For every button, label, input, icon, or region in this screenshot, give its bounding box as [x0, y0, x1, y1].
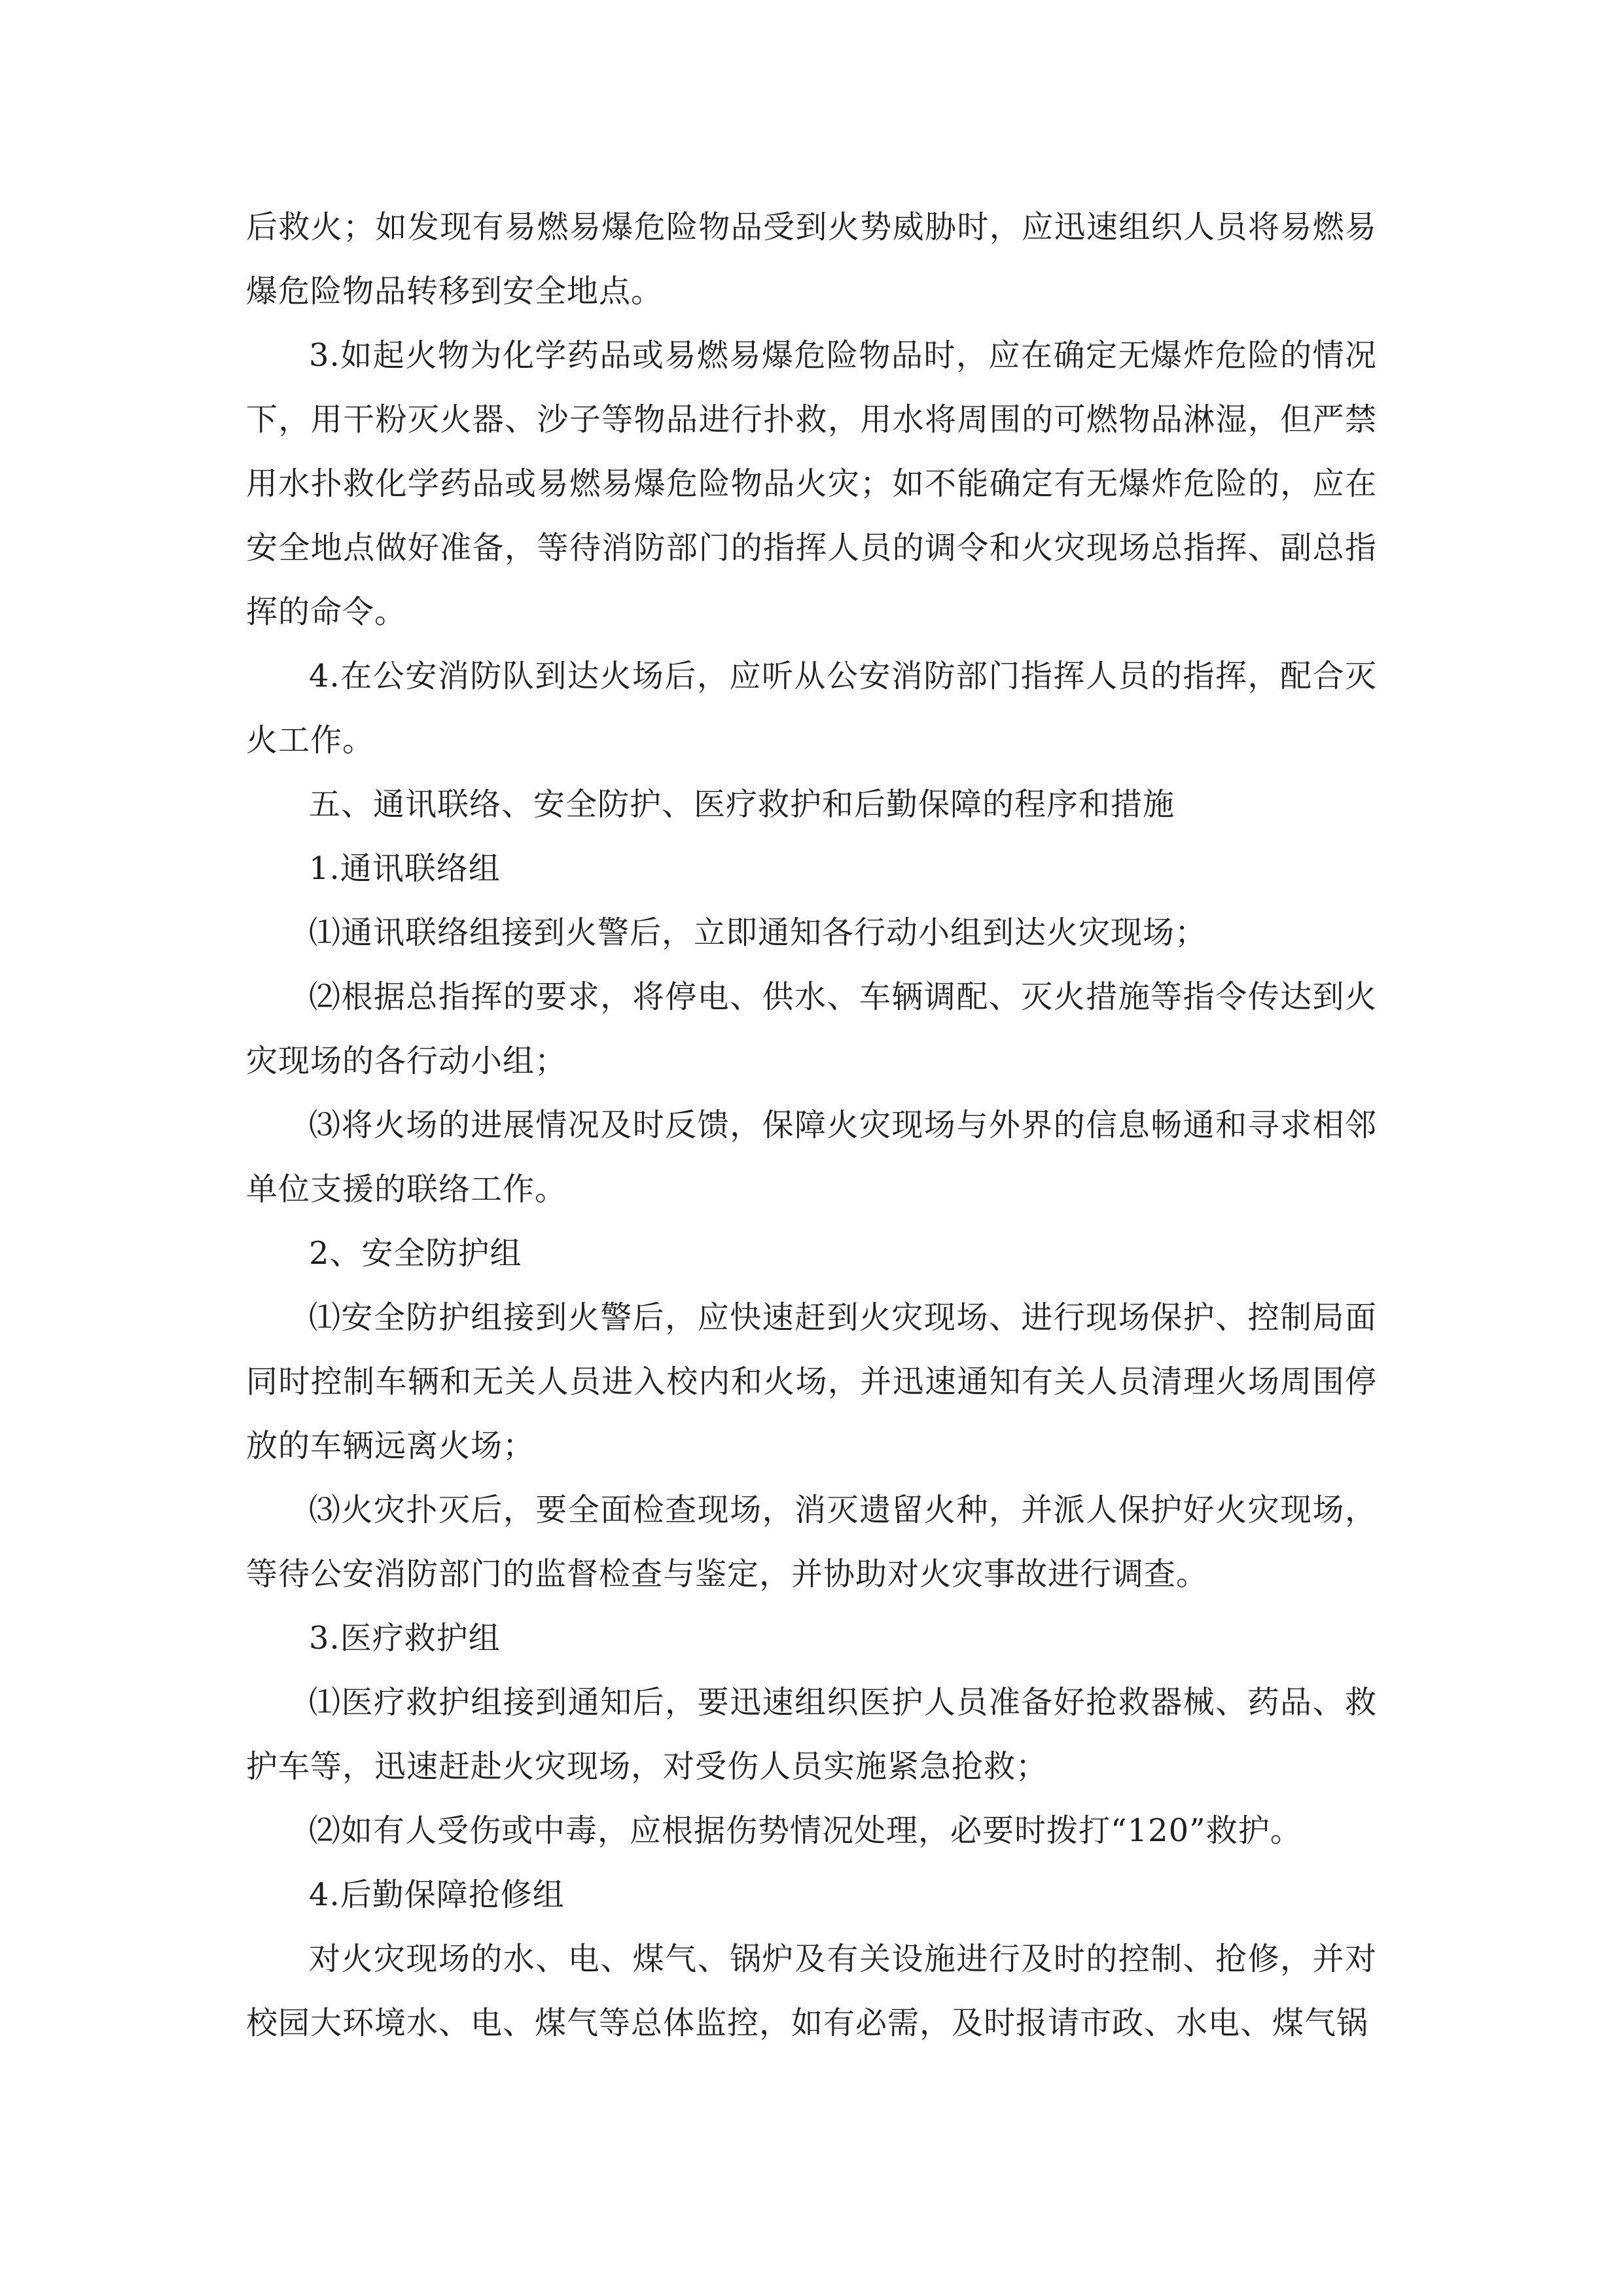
- paragraph-continuation: 后救火；如发现有易燃易爆危险物品受到火势威胁时，应迅速组织人员将易燃易爆危险物品转移到安全地点。: [246, 209, 1377, 310]
- paragraph-medical-2: ⑵如有人受伤或中毒，应根据伤势情况处理，必要时拨打“120”救护。: [309, 1812, 1302, 1849]
- paragraph-safety-1: ⑴安全防护组接到火警后，应快速赶到火灾现场、进行现场保护、控制局面同时控制车辆和无关人员进入校内和火场，并迅速通知有关人员清理火场周围停放的车辆远离火场；: [246, 1299, 1377, 1464]
- paragraph-medical-1: ⑴医疗救护组接到通知后，要迅速组织医护人员准备好抢救器械、药品、救护车等，迅速赶赴火灾现场，对受伤人员实施紧急抢救；: [246, 1684, 1377, 1785]
- subheading-safety-group: 2、安全防护组: [309, 1235, 522, 1272]
- paragraph-communication-3: ⑶将火场的进展情况及时反馈，保障火灾现场与外界的信息畅通和寻求相邻单位支援的联络工作。: [246, 1107, 1377, 1208]
- paragraph-safety-3: ⑶火灾扑灭后，要全面检查现场，消灭遗留火种，并派人保护好火灾现场，等待公安消防部门的监督检查与鉴定，并协助对火灾事故进行调查。: [246, 1492, 1377, 1592]
- subheading-medical-group: 3.医疗救护组: [309, 1620, 501, 1657]
- paragraph-communication-2: ⑵根据总指挥的要求，将停电、供水、车辆调配、灭火措施等指令传达到火灾现场的各行动小组；: [246, 978, 1377, 1079]
- paragraph-item-3-chemical-fire: 3.如起火物为化学药品或易燃易爆危险物品时，应在确定无爆炸危险的情况下，用干粉灭火器、沙子等物品进行扑救，用水将周围的可燃物品淋湿，但严禁用水扑救化学药品或易燃易爆危险物品火灾；如不能确定有无爆炸危险的，应在安全地点做好准备，等待消防部门的指挥人员的调令和火灾现场总指挥、副总指挥的命令。: [246, 337, 1377, 630]
- paragraph-communication-1: ⑴通讯联络组接到火警后，立即通知各行动小组到达火灾现场；: [309, 914, 1207, 951]
- paragraph-item-4-fire-brigade: 4.在公安消防队到达火场后，应听从公安消防部门指挥人员的指挥，配合灭火工作。: [246, 658, 1377, 759]
- paragraph-logistics: 对火灾现场的水、电、煤气、锅炉及有关设施进行及时的控制、抢修，并对校园大环境水、电、煤气等总体监控，如有必需，及时报请市政、水电、煤气锅: [246, 1941, 1377, 2041]
- section-heading-5: 五、通讯联络、安全防护、医疗救护和后勤保障的程序和措施: [309, 786, 1175, 823]
- document-body: [246, 195, 1377, 2055]
- subheading-communication-group: 1.通讯联络组: [309, 850, 501, 887]
- subheading-logistics-group: 4.后勤保障抢修组: [309, 1876, 565, 1913]
